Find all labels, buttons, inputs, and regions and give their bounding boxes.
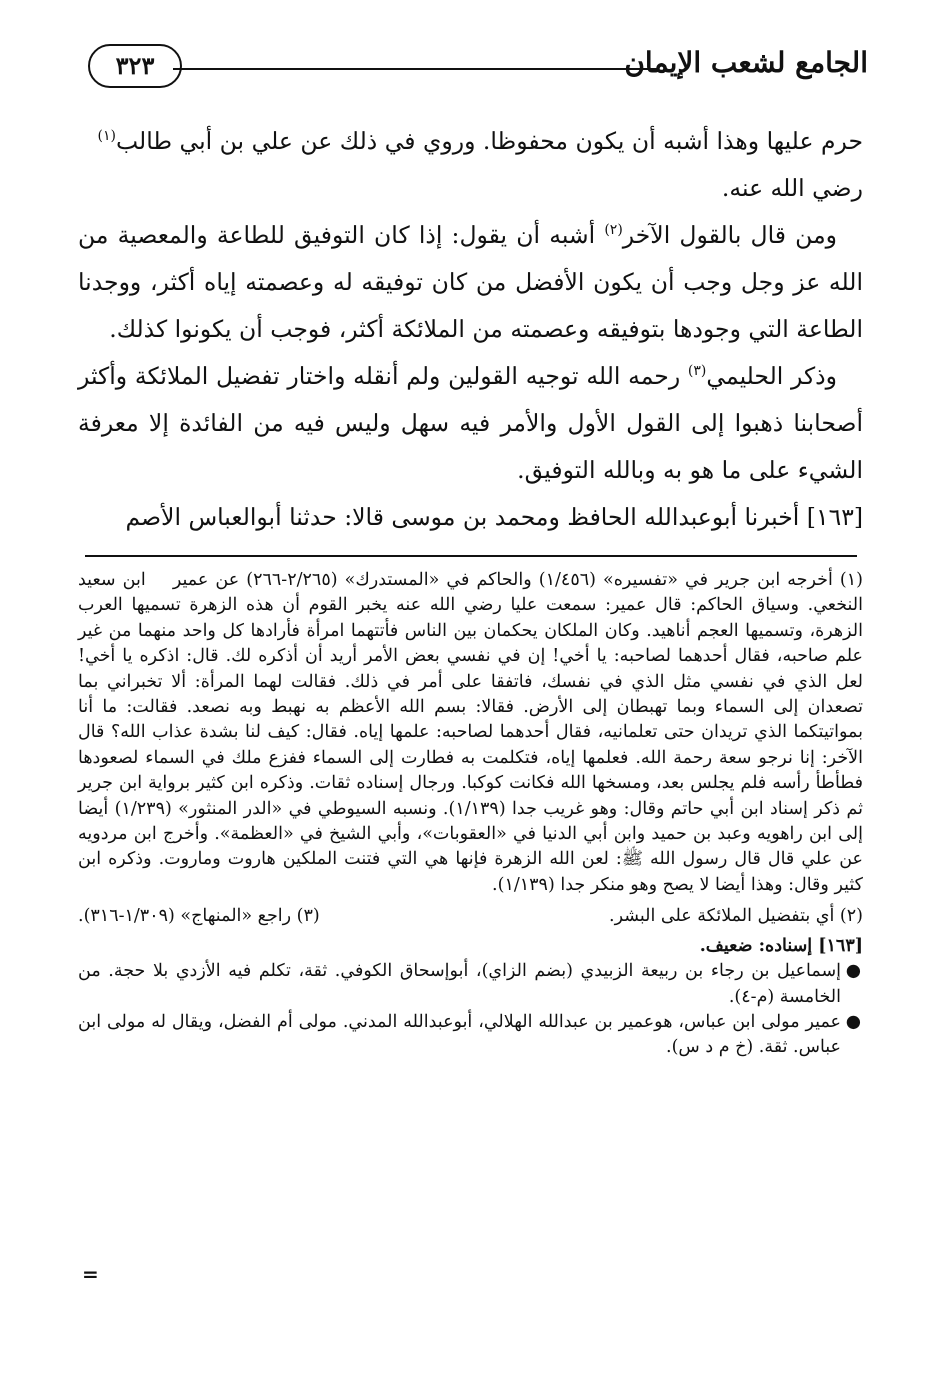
narrator-bullet-1 bbox=[78, 959, 863, 1010]
page-header bbox=[88, 38, 868, 98]
narrator-bullet-2 bbox=[78, 1010, 863, 1061]
continuation-mark: = bbox=[82, 1262, 99, 1286]
paragraph-1-line-1: حرم عليها وهذا أشبه أن يكون محفوظا. وروي في ذلك عن علي بن أبي طالب bbox=[115, 127, 863, 155]
paragraph-3 bbox=[78, 353, 863, 494]
page-number: ٣٢٣ bbox=[88, 44, 182, 88]
narrator-1-text: إسماعيل بن رجاء بن ربيعة الزبيدي (بضم الزاي)، أبوإسحاق الكوفي. ثقة، تكلم فيه الأزدي بلا حجة. من الخامسة (م-٤). bbox=[78, 961, 841, 1007]
footnotes bbox=[78, 568, 863, 1061]
paragraph-3-rest: رحمه الله توجيه القولين ولم أنقله واختار تفضيل الملائكة وأكثر أصحابنا ذهبوا إلى القول الأول والأمر فيه سهل وليس فيه من الفائدة إلا معرفة الشيء على ما هو به وبالله التوفيق. bbox=[78, 362, 863, 484]
bullet-icon: ● bbox=[845, 1011, 861, 1032]
footnote-2: (٢) أي بتفضيل الملائكة على البشر. bbox=[609, 906, 863, 927]
narrator-2-text: عمير مولى ابن عباس، هوعمير بن عبدالله الهلالي، أبوعبدالله المدني. مولى أم الفضل، ويقال له مولى ابن عباس. ثقة. (خ م د س). bbox=[78, 1011, 841, 1058]
paragraph-1-end: رضي الله عنه. bbox=[721, 174, 863, 202]
footnote-3: (٣) راجع «المنهاج» (١/٣٠٩-٣١٦). bbox=[78, 906, 320, 927]
footnote-separator bbox=[85, 555, 857, 557]
main-text bbox=[78, 118, 863, 541]
footnote-1-first-line: (١) أخرجه ابن جرير في «تفسيره» (١/٤٥٦) والحاكم في «المستدرك» (٢/٢٦٥-٢٦٦) عن عمير bbox=[172, 570, 863, 590]
paragraph-2 bbox=[78, 212, 863, 353]
paragraph-3-start: وذكر الحليمي bbox=[706, 362, 837, 390]
header-rule bbox=[173, 68, 658, 70]
footnote-1 bbox=[78, 568, 863, 898]
running-title: الجامع لشعب الإيمان bbox=[624, 46, 868, 79]
paragraph-2-start: ومن قال بالقول الآخر bbox=[622, 221, 838, 249]
footnote-ref-3: (٣) bbox=[687, 363, 707, 380]
isnad-heading: [١٦٣] إسناده: ضعيف. bbox=[699, 935, 863, 956]
footnote-ref-1: (١) bbox=[97, 128, 116, 145]
footnotes-2-3-row bbox=[78, 904, 863, 929]
footnote-ref-2: (٢) bbox=[604, 222, 623, 239]
bullet-icon: ● bbox=[845, 961, 861, 982]
paragraph-4: [١٦٣] أخبرنا أبوعبدالله الحافظ ومحمد بن موسى قالا: حدثنا أبوالعباس الأصم bbox=[125, 503, 863, 531]
footnote-1-body: ابن سعيد النخعي. وسياق الحاكم: قال عمير: سمعت عليا رضي الله عنه يخبر القوم أن هذه الزهرة تسميها العرب الزهرة، وتسميها العجم أناهيد. وكان الملكان يحكمان بين الناس فأتتهما امرأة فأرادها كل واحد منهما من غير علم صاحبه، فقال أحدهما لصاحبه: يا أخي! إن في نفسي بعض الأمر أريد أن أذكره لك. قال: اذكره يا أخي! لعل الذي في نفسي مثل الذي في نفسك، فاتفقا على أمر في ذلك. فقالت لهما المرأة: ألا تخبراني بما تصعدان إلى السماء وبما تهبطان إلى الأرض. فقالا: بسم الله الأعظم به نهبط وبه نصعد. فقالت: ما أنا بمواتيتكما الذي تريدان حتى تعلمانيه، فقال أحدهما لصاحبه: علمها إياه. فقال: كيف لنا بشدة عذاب الله؟ قال الآخر: إنا نرجو سعة رحمة الله. فعلمها إياه، فتكلمت به فطارت إلى السماء ففزع ملك في السماء لصعودها فطأطأ رأسه فلم يجلس بعد، ومسخها الله فكانت كوكبا. ورجال إسناده ثقات. وذكره ابن كثير برواية ابن جرير ثم ذكر إسناد ابن أبي حاتم وقال: وهو غريب جدا (١/١٣٩). ونسبه السيوطي في «الدر المنثور» (١/٢٣٩) أيضا إلى ابن راهويه وعبد بن حميد وابن أبي الدنيا في «العقوبات»، وأبي الشيخ في «العظمة». وأخرج ابن مردويه عن علي قال قال رسول الله ﷺ: لعن الله الزهرة فإنها هي التي فتنت الملكين هاروت وماروت. وذكره ابن كثير وقال: وهذا أيضا لا يصح وهو منكر جدا (١/١٣٩). bbox=[78, 570, 863, 895]
paragraph-2-rest: أشبه أن يقول: إذا كان التوفيق للطاعة والمعصية من الله عز وجل وجب أن يكون الأفضل من كان توفيقه له وعصمته إياه أكثر، ووجدنا الطاعة التي وجودها بتوفيقه وعصمته من الملائكة أكثر، فوجب أن يكونوا كذلك. bbox=[78, 221, 863, 343]
paragraph-1 bbox=[78, 118, 863, 165]
